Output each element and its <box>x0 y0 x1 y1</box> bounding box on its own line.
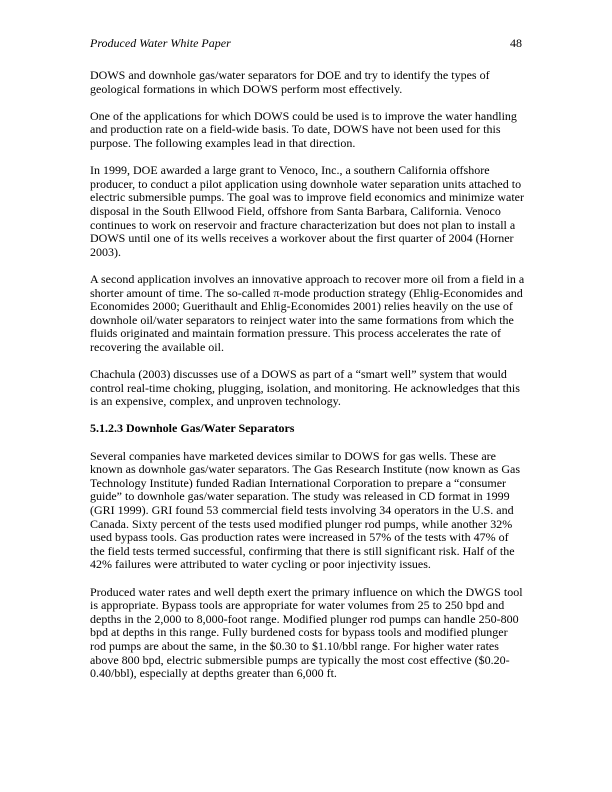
running-header-title: Produced Water White Paper <box>90 36 231 50</box>
document-body <box>90 69 526 694</box>
paragraph-gas-water-separators: Several companies have marketed devices similar to DOWS for gas wells. These are known as downhole gas/water separators. The Gas Research Institute (now known as Gas Technology Institute) funded Radian International Corporation to prepare a “consumer guide” to downhole gas/water separation. The study was released in CD format in 1999 (GRI 1999). GRI found 53 commercial field tests involving 34 operators in the U.S. and Canada. Sixty percent of the tests used modified plunger rod pumps, while another 32% used bypass tools. Gas production rates were increased in 57% of the tests with 47% of the field tests termed successful, confirming that there is still significant risk. Half of the 42% failures were attributed to water cycling or poor injectivity issues. <box>90 448 521 572</box>
paragraph-dows-continuation: DOWS and downhole gas/water separators for DOE and try to identify the types of geological formations in which DOWS perform most effectively. <box>90 68 490 96</box>
page-number: 48 <box>510 36 522 50</box>
section-heading: 5.1.2.3 Downhole Gas/Water Separators <box>90 421 295 436</box>
paragraph-venoco-grant: In 1999, DOE awarded a large grant to Venoco, Inc., a southern California offshore producer, to conduct a pilot application using downhole water separation units attached to electric submersible pumps. The goal was to improve field economics and minimize water disposal in the South Ellwood Field, offshore from Santa Barbara, California. Venoco continues to work on reservoir and fracture characterization but does not plan to install a DOWS until one of its wells receives a workover about the first quarter of 2004 (Horner 2003). <box>90 163 524 259</box>
paragraph-field-wide-applications: One of the applications for which DOWS could be used is to improve the water handling and production rate on a field-wide basis. To date, DOWS have not been used for this purpose. The following examples lead in that direction. <box>90 108 517 150</box>
paragraph-pi-mode-strategy: A second application involves an innovative approach to recover more oil from a field in a shorter amount of time. The so-called π-mode production strategy (Ehlig-Economides and Economides 2000; Guerithault and Ehlig-Economides 2001) relies heavily on the use of downhole oil/water separators to reinject water into the same formations from which the fluids originated and maintain formation pressure. This process accelerates the rate of recovering the available oil. <box>90 271 525 354</box>
paragraph-produced-water-rates: Produced water rates and well depth exert the primary influence on which the DWGS tool is appropriate. Bypass tools are appropriate for water volumes from 25 to 250 bpd and depths in the 2,000 to 8,000-foot range. Modified plunger rod pumps can handle 250-800 bpd at depths in this range. Fully burdened costs for bypass tools and modified plunger rod pumps are about the same, in the $0.30 to $1.10/bbl range. For higher water rates above 800 bpd, electric submersible pumps are typically the most cost effective ($0.20-0.40/bbl), especially at depths greater than 6,000 ft. <box>90 584 523 681</box>
paragraph-smart-well: Chachula (2003) discusses use of a DOWS as part of a “smart well” system that would control real-time choking, plugging, isolation, and monitoring. He acknowledges that this is an expensive, complex, and unproven technology. <box>90 367 520 409</box>
